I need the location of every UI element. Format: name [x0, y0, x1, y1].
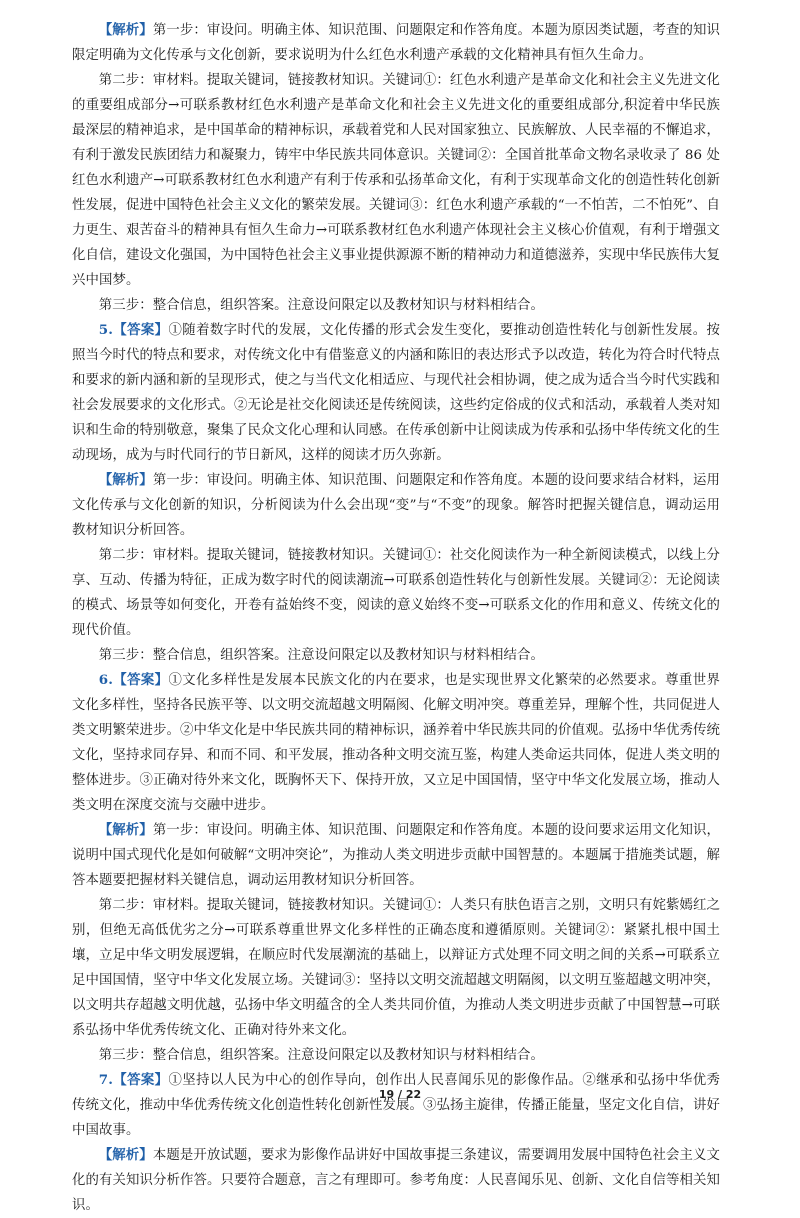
- answer-label: 【答案】: [112, 322, 169, 338]
- page-content: [72, 18, 720, 1218]
- answer-paragraph: [72, 318, 720, 468]
- answer-label: 【答案】: [112, 672, 169, 688]
- step-paragraph: [72, 68, 720, 293]
- page-number: 19 / 22: [378, 1088, 422, 1101]
- analysis-paragraph: [72, 1143, 720, 1218]
- analysis-label: 【解析】: [98, 22, 153, 38]
- step-paragraph: [72, 1043, 720, 1068]
- paragraph-text: 第二步：审材料。提取关键词，链接教材知识。关键词①：人类只有肤色语言之别，文明只有姹紫嫣红之别，但绝无高低优劣之分→可联系尊重世界文化多样性的正确态度和遵循原则。关键词②：紧紧扎根中国土壤，立足中华文明发展逻辑，在顺应时代发展潮流的基础上，以辩证方式处理不同文明之间的关系→可联系立足中国国情，坚守中华文化发展立场。关键词③：坚持以文明交流超越文明隔阂，以文明互鉴超越文明冲突，以文明共存超越文明优越，弘扬中华文明蕴含的全人类共同价值，为推动人类文明进步贡献了中国智慧→可联系弘扬中华优秀传统文化、正确对待外来文化。: [72, 898, 720, 1038]
- step-paragraph: [72, 543, 720, 643]
- analysis-paragraph: [72, 818, 720, 893]
- paragraph-text: ①坚持以人民为中心的创作导向，创作出人民喜闻乐见的影像作品。②继承和弘扬中华优秀传统文化，推动中华优秀传统文化创造性转化创新性发展。③弘扬主旋律，传播正能量，坚定文化自信，讲好中国故事。: [72, 1073, 721, 1138]
- step-paragraph: [72, 293, 720, 318]
- paragraph-text: 第三步：整合信息，组织答案。注意设问限定以及教材知识与材料相结合。: [98, 1048, 544, 1063]
- analysis-paragraph: [72, 468, 720, 543]
- analysis-label: 【解析】: [98, 822, 153, 838]
- analysis-label: 【解析】: [98, 472, 153, 488]
- paragraph-text: 第三步：整合信息，组织答案。注意设问限定以及教材知识与材料相结合。: [98, 298, 544, 313]
- analysis-label: 【解析】: [98, 1147, 153, 1163]
- paragraph-text: 第三步：整合信息，组织答案。注意设问限定以及教材知识与材料相结合。: [98, 648, 544, 663]
- paragraph-text: 第一步：审设问。明确主体、知识范围、问题限定和作答角度。本题为原因类试题，考查的知识限定明确为文化传承与文化创新，要求说明为什么红色水利遗产承载的文化精神具有恒久生命力。: [72, 23, 721, 63]
- analysis-paragraph: [72, 18, 720, 68]
- answer-paragraph: [72, 668, 720, 818]
- paragraph-text: ①随着数字时代的发展，文化传播的形式会发生变化，要推动创造性转化与创新性发展。按照当今时代的特点和要求，对传统文化中有借鉴意义的内涵和陈旧的表达形式予以改造，转化为符合时代特点和要求的新内涵和新的呈现形式，使之与当代文化相适应、与现代社会相协调，使之成为适合当今时代实践和社会发展要求的文化形式。②无论是社交化阅读还是传统阅读，这些约定俗成的仪式和活动，承载着人类对知识和生命的特别敬意，聚集了民众文化心理和认同感。在传承创新中让阅读成为传承和弘扬中华传统文化的生动现场，成为与时代同行的节日新风，这样的阅读才历久弥新。: [72, 323, 721, 463]
- paragraph-text: 第二步：审材料。提取关键词，链接教材知识。关键词①：红色水利遗产是革命文化和社会主义先进文化的重要组成部分→可联系教材红色水利遗产是革命文化和社会主义先进文化的重要组成部分,积淀着中华民族最深层的精神追求，是中国革命的精神标识，承载着党和人民对国家独立、民族解放、人民幸福的不懈追求，有利于激发民族团结力和凝聚力，铸牢中华民族共同体意识。关键词②：全国首批革命文物名录收录了 86 处红色水利遗产→可联系教材红色水利遗产有利于传承和弘扬革命文化，有利于实现革命文化的创造性转化创新性发展，促进中国特色社会主义文化的繁荣发展。关键词③：红色水利遗产承载的“一不怕苦，二不怕死”、自力更生、艰苦奋斗的精神具有恒久生命力→可联系教材红色水利遗产体现社会主义核心价值观，有利于增强文化自信，建设文化强国，为中国特色社会主义事业提供源源不断的精神动力和道德滋养，实现中华民族伟大复兴中国梦。: [72, 73, 720, 288]
- step-paragraph: [72, 893, 720, 1043]
- paragraph-text: ①文化多样性是发展本民族文化的内在要求，也是实现世界文化繁荣的必然要求。尊重世界文化多样性，坚持各民族平等、以文明交流超越文明隔阂、化解文明冲突。尊重差异，理解个性，共同促进人类文明繁荣进步。②中华文化是中华民族共同的精神标识，涵养着中华民族共同的价值观。弘扬中华优秀传统文化，坚持求同存异、和而不同、和平发展，推动各种文明交流互鉴，构建人类命运共同体，促进人类文明的整体进步。③正确对待外来文化，既胸怀天下、保持开放，又立足中国国情，坚守中华文化发展立场，推动人类文明在深度交流与交融中进步。: [72, 673, 721, 813]
- question-number: 7.: [98, 1072, 113, 1088]
- paragraph-text: 第一步：审设问。明确主体、知识范围、问题限定和作答角度。本题的设问要求结合材料，运用文化传承与文化创新的知识，分析阅读为什么会出现“变”与“不变”的现象。解答时把握关键信息，调动运用教材知识分析回答。: [72, 473, 721, 538]
- paragraph-text: 第一步：审设问。明确主体、知识范围、问题限定和作答角度。本题的设问要求运用文化知识，说明中国式现代化是如何破解“文明冲突论”，为推动人类文明进步贡献中国智慧的。本题属于措施类试题，解答本题要把握材料关键信息，调动运用教材知识分析回答。: [72, 823, 721, 888]
- question-number: 6.: [98, 672, 113, 688]
- paragraph-text: 第二步：审材料。提取关键词，链接教材知识。关键词①：社交化阅读作为一种全新阅读模式，以线上分享、互动、传播为特征，正成为数字时代的阅读潮流→可联系创造性转化与创新性发展。关键词②：无论阅读的模式、场景等如何变化，开卷有益始终不变，阅读的意义始终不变→可联系文化的作用和意义、传统文化的现代价值。: [72, 548, 720, 638]
- answer-label: 【答案】: [112, 1072, 169, 1088]
- paragraph-text: 本题是开放试题，要求为影像作品讲好中国故事提三条建议，需要调用发展中国特色社会主义文化的有关知识分析作答。只要符合题意，言之有理即可。参考角度：人民喜闻乐见、创新、文化自信等相关知识。: [72, 1148, 721, 1213]
- question-number: 5.: [98, 322, 113, 338]
- step-paragraph: [72, 643, 720, 668]
